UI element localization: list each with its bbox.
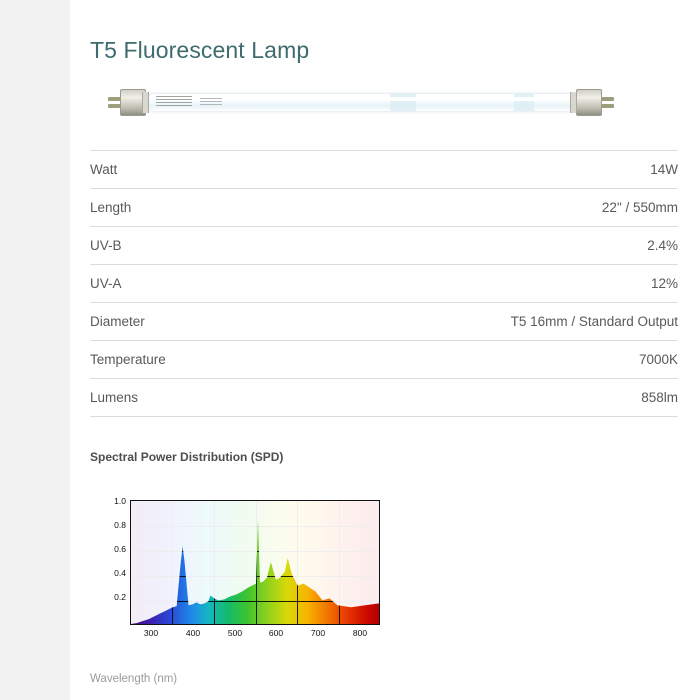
spec-label: Diameter [90,314,145,329]
table-row [90,151,678,189]
table-row [90,189,678,227]
spec-value: 12% [650,276,678,291]
spd-heading: Spectral Power Distribution (SPD) [90,450,284,464]
table-row [90,303,678,341]
lamp-pin-icon [601,97,614,101]
spec-table [90,150,678,417]
lamp-band-icon [570,92,577,113]
spec-label: UV-A [90,276,122,291]
lamp-pin-icon [108,97,121,101]
lamp-pin-icon [108,104,121,108]
lamp-pin-icon [601,104,614,108]
y-tick-label: 0.8 [114,520,126,530]
table-row [90,379,678,417]
product-image [90,72,630,134]
y-tick-label: 1.0 [114,496,126,506]
spec-value: 7000K [638,352,678,367]
spec-value: 22" / 550mm [601,200,678,215]
spec-label: Watt [90,162,118,177]
x-tick-label: 600 [268,628,284,638]
spec-value: T5 16mm / Standard Output [510,314,678,329]
x-tick-label: 300 [143,628,159,638]
lamp-band-icon [142,92,149,113]
lamp-end-cap-right-icon [576,89,602,116]
spec-value: 858lm [641,390,678,405]
table-row [90,341,678,379]
y-tick-label: 0.6 [114,544,126,554]
spec-label: Length [90,200,132,215]
spd-xaxis-caption: Wavelength (nm) [90,673,178,685]
product-card [70,0,700,700]
table-row [90,265,678,303]
spd-curve-mask [131,501,379,624]
table-row [90,227,678,265]
spec-label: Temperature [90,352,166,367]
spd-chart [90,478,400,664]
x-tick-label: 800 [352,628,368,638]
spec-label: Lumens [90,390,139,405]
lamp-print-label-icon [200,98,222,107]
y-tick-label: 0.2 [114,592,126,602]
spec-value: 2.4% [647,238,678,253]
spec-value: 14W [650,162,678,177]
x-tick-label: 500 [227,628,243,638]
lamp-print-label-icon [156,96,192,108]
x-tick-label: 400 [185,628,201,638]
x-tick-label: 700 [310,628,326,638]
spd-plot-area [130,500,380,625]
page-title: T5 Fluorescent Lamp [90,37,310,64]
spec-label: UV-B [90,238,122,253]
y-tick-label: 0.4 [114,568,126,578]
